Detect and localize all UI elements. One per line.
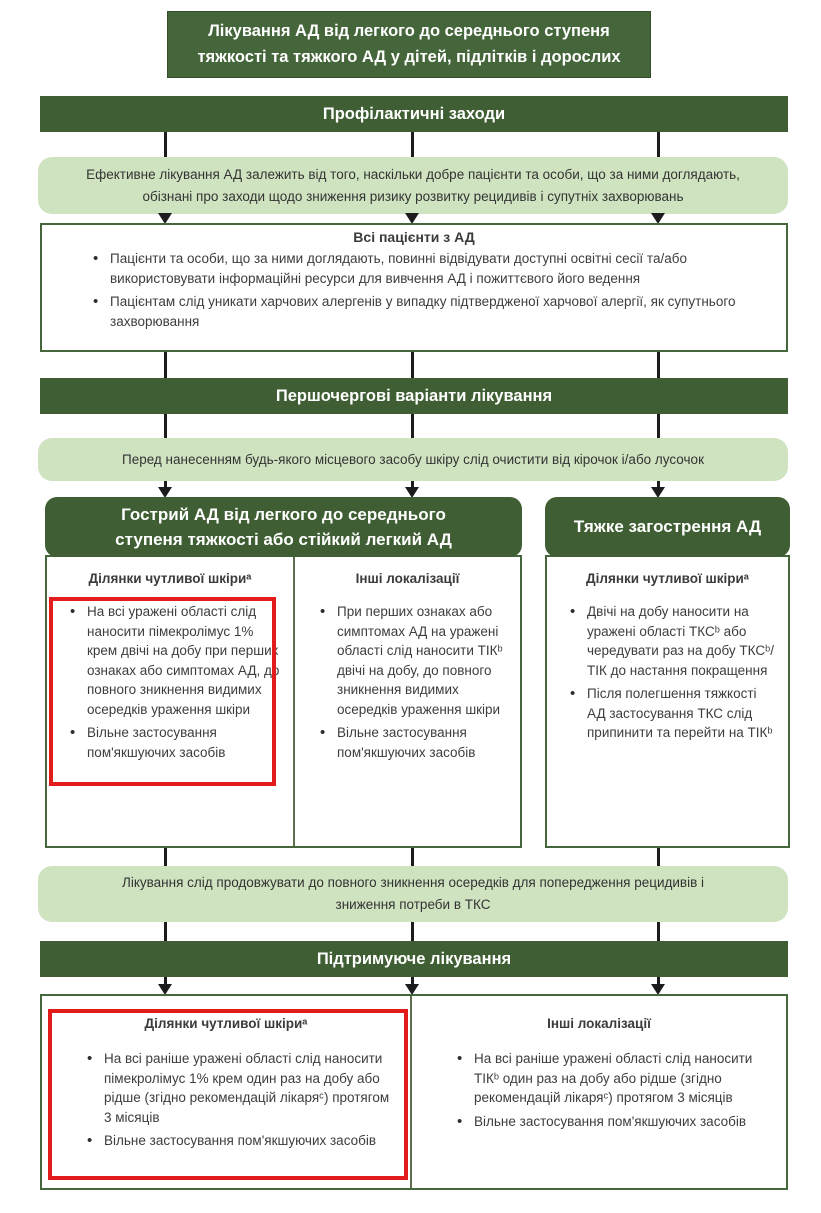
section-header-prevention bbox=[40, 96, 788, 132]
bullet-item: • На всі уражені області слід наносити пімекролімус 1% крем двічі на добу при перших ознаках або симптомах АД, до повного зникнення видимих осередків ураження шкіри bbox=[65, 602, 283, 719]
note-text: Перед нанесенням будь-якого місцевого засобу шкіру слід очистити від кірочок і/або лусочок bbox=[122, 451, 704, 467]
flow-line bbox=[657, 922, 660, 941]
column-other-sites bbox=[295, 557, 520, 846]
column-other-sites bbox=[412, 996, 786, 1188]
bullet-item: • Після полегшення тяжкості АД застосування ТКС слід припинити та перейти на ТІКᵇ bbox=[565, 684, 778, 743]
section-header-maintenance bbox=[40, 941, 788, 977]
node-title-line: ступеня тяжкості або стійкий легкий АД bbox=[115, 530, 452, 549]
bullet-item: • При перших ознаках або симптомах АД на уражені області слід наносити ТІКᵇ двічі на добу, до повного зникнення видимих осередків ураження шкіри bbox=[315, 602, 510, 719]
flow-line bbox=[164, 132, 167, 157]
flow-line bbox=[411, 848, 414, 866]
bullet-item: • На всі раніше уражені області слід наносити пімекролімус 1% крем один раз на добу або рідше (згідно рекомендацій лікаряᶜ) протягом 3 місяців bbox=[82, 1049, 394, 1127]
title-line: Лікування АД від легкого до середнього ступеня bbox=[208, 21, 610, 40]
note-continue-treatment bbox=[38, 866, 788, 922]
flow-line bbox=[411, 922, 414, 941]
column-title: Інші локалізації bbox=[355, 571, 460, 586]
column-sensitive-skin bbox=[547, 557, 788, 753]
flow-line bbox=[411, 352, 414, 378]
note-text: Лікування слід продовжувати до повного зникнення осередків для попередження рецидивів і зниження потреби в ТКС bbox=[121, 875, 705, 912]
flow-line bbox=[164, 352, 167, 378]
node-title: Всі пацієнти з АД bbox=[353, 229, 475, 245]
column-title: Ділянки чутливої шкіриᵃ bbox=[144, 1016, 308, 1031]
section-header-label: Профілактичні заходи bbox=[322, 104, 506, 123]
section-header-first-line bbox=[40, 378, 788, 414]
section-header-label: Підтримуюче лікування bbox=[316, 949, 512, 968]
title-line: тяжкості та тяжкого АД у дітей, підлітків і дорослих bbox=[197, 47, 621, 66]
note-skin-prep bbox=[38, 438, 788, 481]
flow-line bbox=[657, 848, 660, 866]
column-title: Ділянки чутливої шкіриᵃ bbox=[586, 571, 749, 586]
node-severe-ad-header bbox=[545, 497, 790, 557]
flow-line bbox=[657, 132, 660, 157]
note-education bbox=[38, 157, 788, 214]
note-text: Ефективне лікування АД залежить від того, наскільки добре пацієнти та особи, що за ними доглядають, обізнані про заходи щодо зниження ризику розвитку рецидивів і супутніх захворювань bbox=[86, 166, 740, 204]
bullet-item: • На всі раніше уражені області слід наносити ТІКᵇ один раз на добу або рідше (згідно рекомендацій лікаряᶜ) протягом 3 місяців bbox=[452, 1049, 770, 1108]
bullet-item: • Вільне застосування пом'якшуючих засобів bbox=[82, 1131, 394, 1151]
column-title: Ділянки чутливої шкіриᵃ bbox=[88, 571, 252, 586]
section-header-label: Першочергові варіанти лікування bbox=[275, 386, 553, 405]
flow-line bbox=[164, 414, 167, 438]
highlight-rectangle bbox=[49, 597, 276, 786]
bullet-item: • Вільне застосування пом'якшуючих засобів bbox=[452, 1112, 770, 1132]
node-severe-ad-body bbox=[545, 555, 790, 848]
bullet-item: • Пацієнти та особи, що за ними доглядають, повинні відвідувати доступні освітні сесії та/або використовувати інформаційні ресурси для вивчення АД і пожиттєвого його ведення bbox=[88, 249, 770, 288]
node-title-line: Тяжке загострення АД bbox=[573, 517, 762, 537]
title-node bbox=[167, 11, 651, 78]
node-acute-ad-header bbox=[45, 497, 522, 557]
bullet-item: • Пацієнтам слід уникати харчових алергенів у випадку підтвердженої харчової алергії, як супутнього захворювання bbox=[88, 292, 770, 331]
bullet-item: • Вільне застосування пом'якшуючих засобів bbox=[65, 723, 283, 762]
flow-line bbox=[657, 352, 660, 378]
flow-line bbox=[411, 414, 414, 438]
column-title: Інші локалізації bbox=[547, 1016, 651, 1031]
flow-line bbox=[411, 132, 414, 157]
highlight-rectangle bbox=[48, 1009, 408, 1180]
flow-line bbox=[164, 922, 167, 941]
flow-line bbox=[164, 848, 167, 866]
flow-line bbox=[657, 414, 660, 438]
node-all-patients bbox=[40, 223, 788, 352]
node-title-line: Гострий АД від легкого до середнього bbox=[121, 504, 446, 524]
bullet-item: • Вільне застосування пом'якшуючих засобів bbox=[315, 723, 510, 762]
bullet-item: • Двічі на добу наносити на уражені області ТКСᵇ або чередувати раз на добу ТКСᵇ/ТІК до настання покращення bbox=[565, 602, 778, 680]
